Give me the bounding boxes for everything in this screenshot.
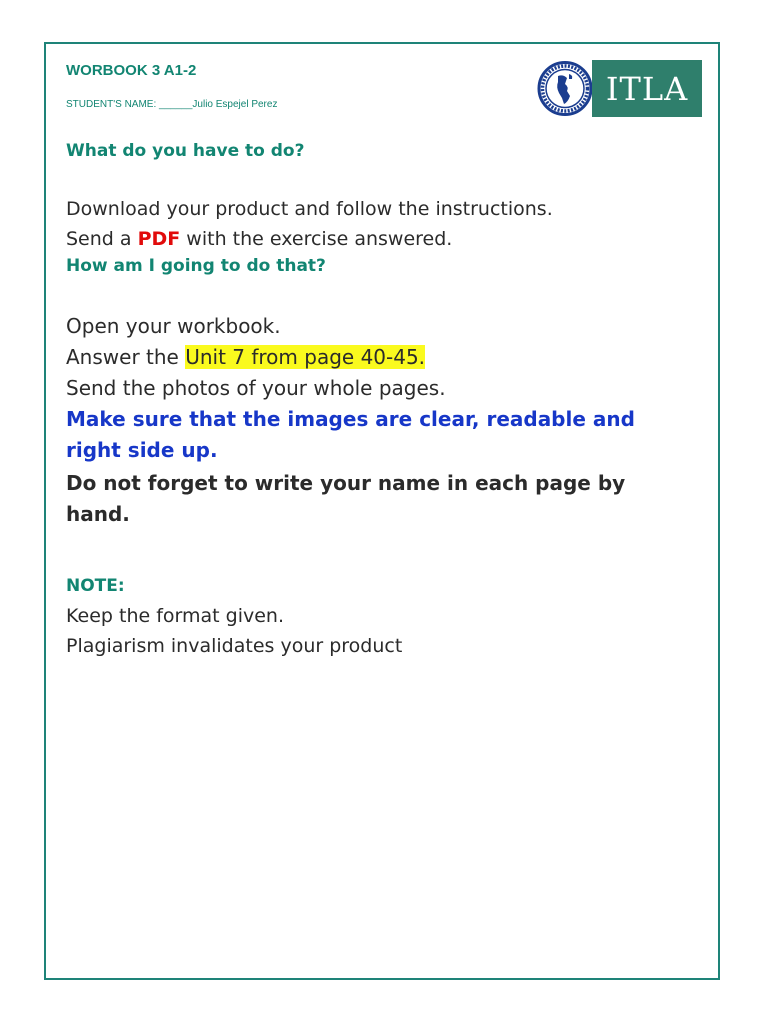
instructions-block [66,194,553,254]
logo-seal-icon [534,60,598,117]
pdf-keyword: PDF [137,228,181,250]
logo-band [592,60,702,117]
heading-how-to-do: How am I going to do that? [66,256,326,276]
note-heading: NOTE: [66,576,125,596]
itla-logo [534,60,702,117]
step-open-workbook: Open your workbook. [66,314,281,338]
images-clear-warning-line1: Make sure that the images are clear, readable and [66,407,635,431]
student-name-line [66,99,277,110]
step-send-photos: Send the photos of your whole pages. [66,376,446,400]
images-clear-warning-line2: right side up. [66,438,218,462]
note-block [66,601,402,661]
instruction-send-pdf [66,224,553,254]
write-name-reminder-line2: hand. [66,502,130,526]
note-keep-format: Keep the format given. [66,605,284,627]
answer-prefix: Answer the [66,345,186,369]
unit-pages-highlight: Unit 7 from page 40-45. [185,345,426,369]
workbook-title: WORBOOK 3 A1-2 [66,62,197,79]
send-pdf-prefix: Send a [66,228,138,250]
note-plagiarism: Plagiarism invalidates your product [66,635,403,657]
logo-wordmark: ITLA [605,69,689,108]
student-name-value: Julio Espejel Perez [192,99,278,110]
steps-block [66,311,635,530]
instruction-download: Download your product and follow the instructions. [66,198,553,220]
heading-what-to-do: What do you have to do? [66,141,305,161]
send-pdf-suffix: with the exercise answered. [180,228,453,250]
step-answer-unit [66,342,635,373]
student-name-label: STUDENT'S NAME: ______ [66,99,193,110]
write-name-reminder-line1: Do not forget to write your name in each page by [66,471,626,495]
